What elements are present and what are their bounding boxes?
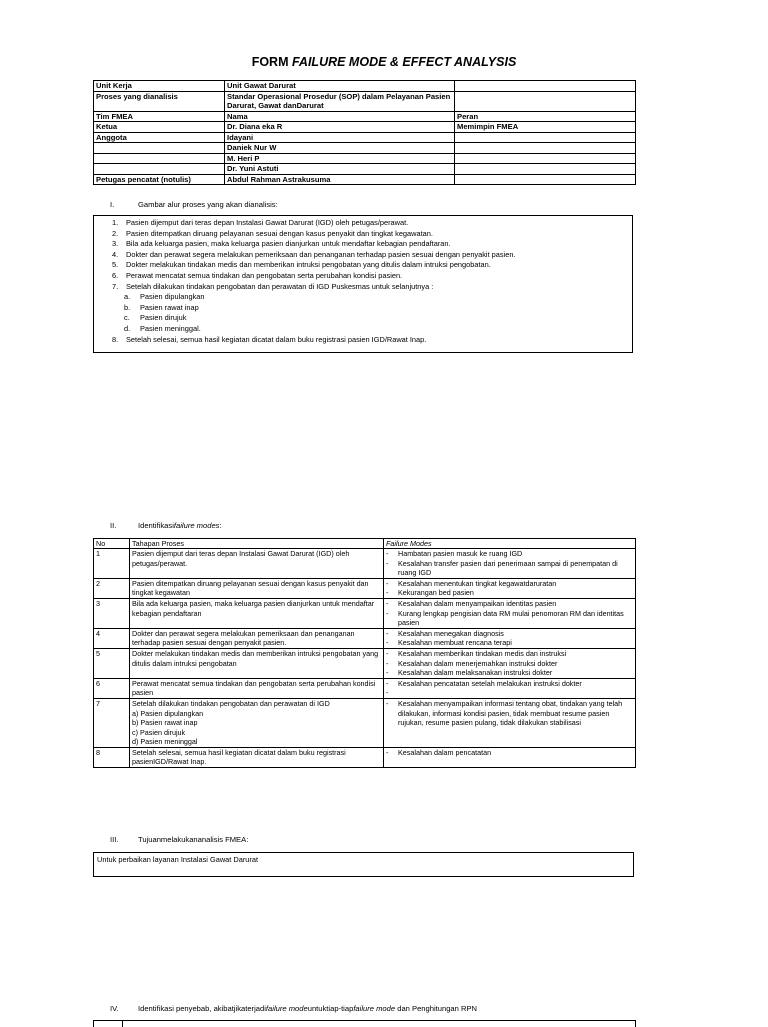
- info-row: [94, 122, 636, 133]
- failure-mode-item: - Kesalahan membuat rencana terapi: [386, 638, 633, 648]
- fm-header-cell: Tahapan Proses: [130, 539, 384, 549]
- process-subitem: b) Pasien rawat inap: [132, 718, 198, 728]
- info-cell: [94, 143, 225, 154]
- section-number: I.: [110, 200, 115, 209]
- section-number: IV.: [110, 1004, 119, 1013]
- table-row: [94, 578, 636, 598]
- info-cell: [455, 164, 636, 175]
- fm-modes-cell: [384, 598, 636, 628]
- step-text: Dokter dan perawat segera melakukan pemeriksaan dan penanganan terhadap pasien sesuai dengan penyakit pasien.: [126, 249, 516, 259]
- step-number: d.: [124, 324, 131, 333]
- fm-process-cell: [130, 549, 384, 579]
- fm-no-cell: 7: [94, 698, 130, 747]
- table-row: [94, 747, 636, 767]
- fm-process-cell: [130, 747, 384, 767]
- info-cell: Anggota: [94, 132, 225, 143]
- info-row: [94, 81, 636, 92]
- step-text: Setelah selesai, semua hasil kegiatan dicatat dalam buku registrasi pasien IGD/Rawat Inap.: [126, 334, 427, 344]
- step-number: a.: [124, 292, 131, 302]
- failure-mode-item: - Kesalahan memberikan tindakan medis dan instruksi: [386, 649, 633, 659]
- failure-mode-item: - Kesalahan dalam melaksanakan instruksi dokter: [386, 668, 633, 678]
- step-text: Dokter melakukan tindakan medis dan memberikan intruksi pengobatan yang ditulis dalam intruksi pengobatan.: [126, 260, 491, 270]
- fm-process-cell: [130, 698, 384, 747]
- info-row: [94, 111, 636, 122]
- info-row: [94, 132, 636, 143]
- process-text: Setelah dilakukan tindakan pengobatan dan perawatan di IGD: [132, 698, 330, 708]
- info-row: [94, 174, 636, 185]
- process-subitem: a) Pasien dipulangkan: [132, 708, 204, 718]
- step-text: Perawat mencatat semua tindakan dan pengobatan serta perubahan kondisi pasien.: [126, 271, 403, 280]
- fm-modes-cell: [384, 698, 636, 747]
- step-number: c.: [124, 313, 130, 323]
- fm-process-cell: [130, 628, 384, 648]
- failure-mode-item: [386, 688, 633, 698]
- process-text: Setelah selesai, semua hasil kegiatan dicatat dalam buku registrasi pasienIGD/Rawat Inap.: [132, 747, 346, 767]
- step-text: Pasien ditempatkan diruang pelayanan sesuai dengan kasus penyakit dan tingkat kegawatan.: [126, 228, 433, 238]
- process-text: Dokter dan perawat segera melakukan pemeriksaan dan penanganan terhadap pasien sesuai dengan penyakit pasien.: [132, 628, 355, 648]
- info-cell: [455, 132, 636, 143]
- failure-mode-item: - Kesalahan dalam menerjemahkan instruksi dokter: [386, 659, 633, 669]
- goal-box: [93, 852, 634, 877]
- step-text: Setelah dilakukan tindakan pengobatan dan perawatan di IGD Puskesmas untuk selanjutnya :: [126, 281, 434, 291]
- process-flow-box: [93, 215, 633, 353]
- step-number: b.: [124, 302, 131, 312]
- section-label: Tujuanmelakukananalisis FMEA:: [138, 835, 249, 844]
- info-cell: Petugas pencatat (notulis): [94, 174, 225, 185]
- fm-modes-cell: [384, 549, 636, 579]
- process-text: Perawat mencatat semua tindakan dan pengobatan serta perubahan kondisi pasien: [132, 678, 376, 698]
- step-text: Pasien meninggal.: [140, 324, 201, 333]
- fm-process-cell: [130, 678, 384, 698]
- info-table: [93, 80, 636, 185]
- process-text: Pasien ditempatkan diruang pelayanan sesuai dengan kasus penyakit dan tingkat kegawatan: [132, 578, 369, 598]
- failure-modes-table: [93, 538, 636, 768]
- failure-mode-item: - Kurang lengkap pengisian data RM mulai penomoran RM dan identitas pasien: [386, 609, 633, 628]
- fm-process-cell: [130, 578, 384, 598]
- info-cell: [455, 174, 636, 185]
- step-number: 1.: [112, 218, 119, 227]
- info-cell: Memimpin FMEA: [455, 122, 636, 133]
- info-cell: Nama: [225, 111, 455, 122]
- fm-modes-cell: [384, 578, 636, 598]
- step-number: 6.: [112, 271, 119, 280]
- fm-modes-cell: [384, 648, 636, 678]
- info-cell: Unit Kerja: [94, 81, 225, 92]
- failure-mode-item: - Kesalahan dalam pencatatan: [386, 748, 633, 758]
- info-row: [94, 143, 636, 154]
- failure-mode-item: - Kesalahan menegakan diagnosis: [386, 629, 633, 639]
- step-number: 3.: [112, 239, 119, 249]
- fm-process-cell: [130, 598, 384, 628]
- failure-mode-item: - Kesalahan dalam menyampaikan identitas pasien: [386, 599, 633, 609]
- fm-no-cell: 6: [94, 678, 130, 698]
- process-text: Pasien dijemput dari teras depan Instalasi Gawat Darurat (IGD) oleh petugas/perawat.: [132, 549, 350, 568]
- step-text: Pasien dijemput dari teras depan Instalasi Gawat Darurat (IGD) oleh petugas/perawat.: [126, 218, 409, 227]
- step-number: 7.: [112, 281, 119, 291]
- failure-mode-item: - Kekurangan bed pasien: [386, 588, 633, 598]
- info-cell: [455, 153, 636, 164]
- info-cell: Unit Gawat Darurat: [225, 81, 455, 92]
- section-number: II.: [110, 521, 117, 530]
- info-row: [94, 153, 636, 164]
- failure-mode-item: - Hambatan pasien masuk ke ruang IGD: [386, 549, 633, 559]
- table-row: [94, 698, 636, 747]
- info-cell: [455, 143, 636, 154]
- table-row: [94, 678, 636, 698]
- fm-no-cell: 5: [94, 648, 130, 678]
- info-cell: [94, 153, 225, 164]
- section-label: Identifikasi penyebab, akibatjikaterjadifailure modeuntuktiap-tiapfailure mode dan Penghitungan RPN: [138, 1004, 478, 1013]
- info-cell: Standar Operasional Prosedur (SOP) dalam Pelayanan Pasien Darurat, Gawat danDarurat: [225, 91, 455, 111]
- step-number: 8.: [112, 334, 119, 344]
- failure-mode-item: - Kesalahan pencatatan setelah melakukan instruksi dokter: [386, 679, 633, 689]
- failure-mode-item: - Kesalahan menyampaikan informasi tentang obat, tindakan yang telah dilakukan, informasi kondisi pasien, tidak membuat resume pasien rujukan, resume pasien pulang, tidak dilakukan stabilisasi: [386, 699, 633, 728]
- title-italic: FAILURE MODE & EFFECT ANALYSIS: [291, 55, 517, 69]
- process-text: Bila ada keluarga pasien, maka keluarga pasien dianjurkan untuk mendaftar kebagian pendaftaran: [132, 598, 375, 618]
- form-title: [0, 55, 768, 69]
- failure-mode-item: - Kesalahan menentukan tingkat kegawatdaruratan: [386, 579, 633, 589]
- fm-modes-cell: [384, 628, 636, 648]
- info-cell: Ketua: [94, 122, 225, 133]
- table-row: [94, 598, 636, 628]
- failure-mode-item: - Kesalahan transfer pasien dari penerimaan sampai di penempatan di ruang IGD: [386, 559, 633, 578]
- info-row: [94, 164, 636, 175]
- info-row: [94, 91, 636, 111]
- section-number: III.: [110, 835, 119, 844]
- info-cell: Abdul Rahman Astrakusuma: [225, 174, 455, 185]
- step-text: Bila ada keluarga pasien, maka keluarga pasien dianjurkan untuk mendaftar kebagian pendaftaran.: [126, 239, 451, 249]
- info-cell: [94, 164, 225, 175]
- info-cell: [455, 91, 636, 111]
- info-cell: Dr. Diana eka R: [225, 122, 455, 133]
- step-text: Pasien rawat inap: [140, 302, 199, 312]
- step-number: 5.: [112, 260, 119, 270]
- goal-text: Untuk perbaikan layanan Instalasi Gawat Darurat: [97, 855, 259, 864]
- fm-process-cell: [130, 648, 384, 678]
- process-subitem: c) Pasien dirujuk: [132, 727, 186, 737]
- info-cell: Idayani: [225, 132, 455, 143]
- fm-header-row: [94, 539, 636, 549]
- title-prefix: FORM: [251, 55, 292, 69]
- fm-header-cell: No: [94, 539, 130, 549]
- info-cell: Peran: [455, 111, 636, 122]
- info-cell: Daniek Nur W: [225, 143, 455, 154]
- fm-header-cell: Failure Modes: [384, 539, 636, 549]
- step-text: Pasien dipulangkan: [140, 292, 205, 302]
- table-row: [94, 648, 636, 678]
- fm-no-cell: 2: [94, 578, 130, 598]
- section-label: Identifikasifailure modes:: [138, 521, 222, 530]
- info-cell: Dr. Yuni Astuti: [225, 164, 455, 175]
- info-cell: M. Heri P: [225, 153, 455, 164]
- info-cell: [455, 81, 636, 92]
- fm-modes-cell: [384, 747, 636, 767]
- fm-no-cell: 1: [94, 549, 130, 579]
- info-cell: Tim FMEA: [94, 111, 225, 122]
- step-text: Pasien dirujuk: [140, 313, 187, 323]
- process-text: Dokter melakukan tindakan medis dan memberikan intruksi pengobatan yang ditulis dalam intruksi pengobatan: [132, 648, 379, 668]
- step-number: 4.: [112, 249, 119, 259]
- table-row: [94, 549, 636, 579]
- section-label: Gambar alur proses yang akan dianalisis:: [138, 200, 278, 209]
- step-number: 2.: [112, 228, 119, 238]
- process-subitem: d) Pasien meninggal: [132, 737, 198, 747]
- fm-modes-cell: [384, 678, 636, 698]
- info-cell: Proses yang dianalisis: [94, 91, 225, 111]
- table-row: [94, 628, 636, 648]
- fm-no-cell: 4: [94, 628, 130, 648]
- fm-no-cell: 3: [94, 598, 130, 628]
- fm-no-cell: 8: [94, 747, 130, 767]
